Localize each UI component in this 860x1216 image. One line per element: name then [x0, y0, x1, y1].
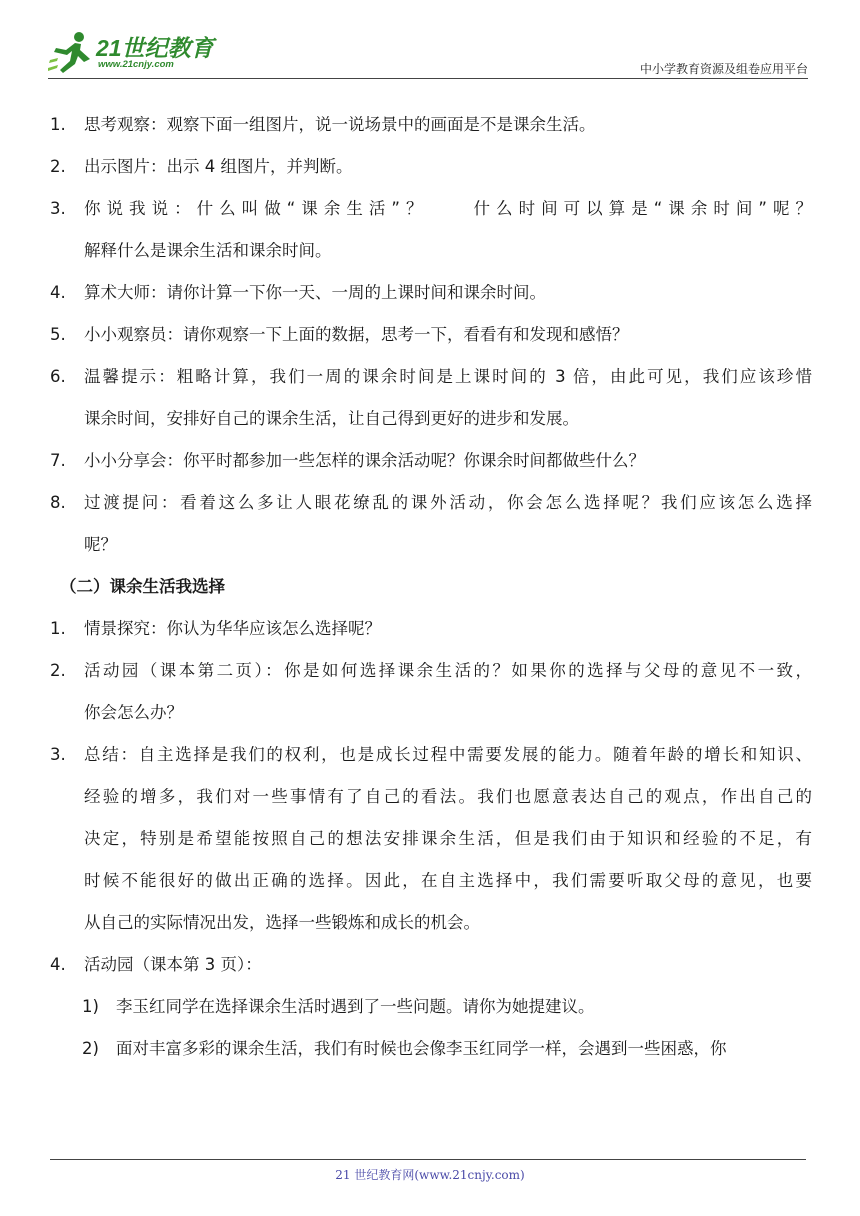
- item-text: 时候不能很好的做出正确的选择。因此，在自主选择中，我们需要听取父母的意见，也要: [84, 871, 812, 890]
- sub-item-text: 面对丰富多彩的课余生活，我们有时候也会像李玉红同学一样，会遇到一些困惑，你: [116, 1039, 727, 1058]
- item-text: 出示图片：出示 4 组图片，并判断。: [84, 157, 353, 176]
- item-text: 总结：自主选择是我们的权利，也是成长过程中需要发展的能力。随着年龄的增长和知识、: [84, 745, 812, 764]
- item-text: 活动园（课本第 3 页）：: [84, 955, 262, 974]
- sub-item: [50, 986, 812, 1028]
- item-text: 解释什么是课余生活和课余时间。: [84, 241, 332, 260]
- item-number: 1.: [50, 619, 66, 638]
- item-text: 小小分享会：你平时都参加一些怎样的课余活动呢？你课余时间都做些什么？: [84, 451, 645, 470]
- item-number: 3.: [50, 199, 66, 218]
- runner-icon: [48, 28, 98, 78]
- item-text: 算术大师：请你计算一下你一天、一周的上课时间和课余时间。: [84, 283, 546, 302]
- list-item: [50, 188, 812, 272]
- item-text: 活动园（课本第二页）：你是如何选择课余生活的？如果你的选择与父母的意见不一致，: [84, 661, 812, 680]
- item-text: 决定，特别是希望能按照自己的想法安排课余生活，但是我们由于知识和经验的不足，有: [84, 829, 812, 848]
- logo-text: 21世纪教育: [96, 35, 214, 61]
- item-text: 经验的增多，我们对一些事情有了自己的看法。我们也愿意表达自己的观点，作出自己的: [84, 787, 812, 806]
- logo-url: www.21cnjy.com: [98, 59, 174, 70]
- item-text: 过渡提问：看着这么多让人眼花缭乱的课外活动，你会怎么选择呢？我们应该怎么选择: [84, 493, 812, 512]
- item-text: 呢？: [84, 535, 117, 554]
- item-text: 从自己的实际情况出发，选择一些锻炼和成长的机会。: [84, 913, 480, 932]
- list-item: [50, 104, 812, 146]
- header-divider: [48, 78, 808, 79]
- item-number: 4.: [50, 955, 66, 974]
- list-item: [50, 314, 812, 356]
- site-logo: [48, 28, 218, 78]
- item-text: 课余时间，安排好自己的课余生活，让自己得到更好的进步和发展。: [84, 409, 579, 428]
- activity-list-part1: [50, 104, 812, 566]
- list-item: [50, 440, 812, 482]
- activity-list-part2: [50, 608, 812, 986]
- item-number: 5.: [50, 325, 66, 344]
- list-item: [50, 734, 812, 944]
- list-item: [50, 944, 812, 986]
- list-item: [50, 272, 812, 314]
- page-footer: 21 世纪教育网(www.21cnjy.com): [335, 1168, 525, 1182]
- item-number: 6.: [50, 367, 66, 386]
- page-header: [48, 28, 808, 80]
- document-body: [50, 104, 812, 1070]
- item-text: 温馨提示：粗略计算，我们一周的课余时间是上课时间的 3 倍，由此可见，我们应该珍惜: [84, 367, 812, 386]
- item-number: 7.: [50, 451, 66, 470]
- list-item: [50, 482, 812, 566]
- item-text: 情景探究：你认为华华应该怎么选择呢？: [84, 619, 381, 638]
- footer-divider: [50, 1159, 806, 1160]
- sub-item-text: 李玉红同学在选择课余生活时遇到了一些问题。请你为她提建议。: [116, 997, 595, 1016]
- sub-item: [50, 1028, 812, 1070]
- item-text: 你会怎么办？: [84, 703, 183, 722]
- item-text: 思考观察：观察下面一组图片，说一说场景中的画面是不是课余生活。: [84, 115, 596, 134]
- list-item: [50, 650, 812, 734]
- item-text: 你说我说：什么叫做“课余生活”？ 什么时间可以算是“课余时间”呢？: [84, 199, 812, 218]
- item-number: 2.: [50, 661, 66, 680]
- item-number: 2.: [50, 157, 66, 176]
- item-number: 1.: [50, 115, 66, 134]
- section-heading: （二）课余生活我选择: [60, 577, 225, 596]
- sub-item-number: 2): [82, 1039, 99, 1058]
- list-item: [50, 356, 812, 440]
- list-item: [50, 146, 812, 188]
- list-item: [50, 608, 812, 650]
- item-number: 3.: [50, 745, 66, 764]
- item-number: 8.: [50, 493, 66, 512]
- item-number: 4.: [50, 283, 66, 302]
- sub-item-number: 1): [82, 997, 99, 1016]
- sub-item-list: [50, 986, 812, 1070]
- platform-name: 中小学教育资源及组卷应用平台: [639, 62, 808, 76]
- item-text: 小小观察员：请你观察一下上面的数据，思考一下，看看有和发现和感悟？: [84, 325, 629, 344]
